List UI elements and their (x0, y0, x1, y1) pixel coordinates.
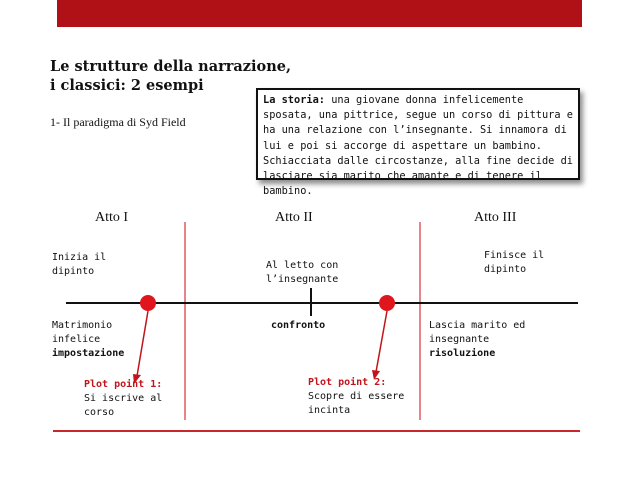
title-line-2: i classici: 2 esempi (50, 77, 204, 94)
act-1-start-line-2: dipinto (52, 266, 95, 277)
act-1-setup-line-2: infelice (52, 334, 101, 345)
story-text: una giovane donna infelicemente sposata, una pittrice, segue un corso di pittura e ha una relazione con l’insegnante. Si innamora di lui e poi si accorge di aspettare un bambino. Schiacciata dalle circostanze, alla fine decide di lasciare sia marito che amante e di tenere il bambino. (263, 94, 573, 198)
plot-point-1-label: Plot point 1: (84, 379, 163, 390)
slide-subtitle: 1- Il paradigma di Syd Field (50, 115, 186, 129)
plot-point-2-arrow-line (376, 311, 387, 372)
act-3-heading: Atto III (474, 210, 517, 225)
act-1-setup-text (52, 319, 124, 361)
plot-point-2-text (308, 376, 404, 418)
act-2-confrontation-label: confronto (271, 320, 326, 331)
act-1-start-line-1: Inizia il (52, 252, 107, 263)
act-2-midpoint-line-2: l’insegnante (266, 274, 339, 285)
act-3-end-text (484, 249, 544, 277)
plot-point-1-arrow-line (137, 311, 148, 376)
act-1-start-text (52, 251, 106, 279)
act-1-setup-label: impostazione (52, 348, 125, 359)
act-1-setup-line-1: Matrimonio (52, 320, 113, 331)
plot-point-2-label: Plot point 2: (308, 377, 387, 388)
plot-point-2-line-1: Scopre di essere (308, 391, 405, 402)
act-3-end-line-1: Finisce il (484, 250, 545, 261)
bottom-divider (53, 430, 580, 432)
plot-point-2-line-2: incinta (308, 405, 351, 416)
act-3-resolution-text (429, 319, 525, 361)
act-3-resolution-line-1: Lascia marito ed (429, 320, 526, 331)
plot-point-1-line-1: Si iscrive al (84, 393, 163, 404)
plot-point-2-marker (379, 295, 395, 311)
plot-point-1-line-2: corso (84, 407, 115, 418)
story-label: La storia: (263, 94, 325, 106)
act-3-end-line-2: dipinto (484, 264, 527, 275)
title-line-1: Le strutture della narrazione, (50, 58, 292, 75)
act-3-resolution-line-2: insegnante (429, 334, 490, 345)
act-2-midpoint-line-1: Al letto con (266, 260, 339, 271)
act-3-resolution-label: risoluzione (429, 348, 496, 359)
act-2-midpoint-text (266, 259, 338, 287)
act-1-heading: Atto I (95, 210, 129, 225)
plot-point-1-text (84, 378, 162, 420)
act-2-heading: Atto II (275, 210, 313, 225)
plot-point-1-marker (140, 295, 156, 311)
